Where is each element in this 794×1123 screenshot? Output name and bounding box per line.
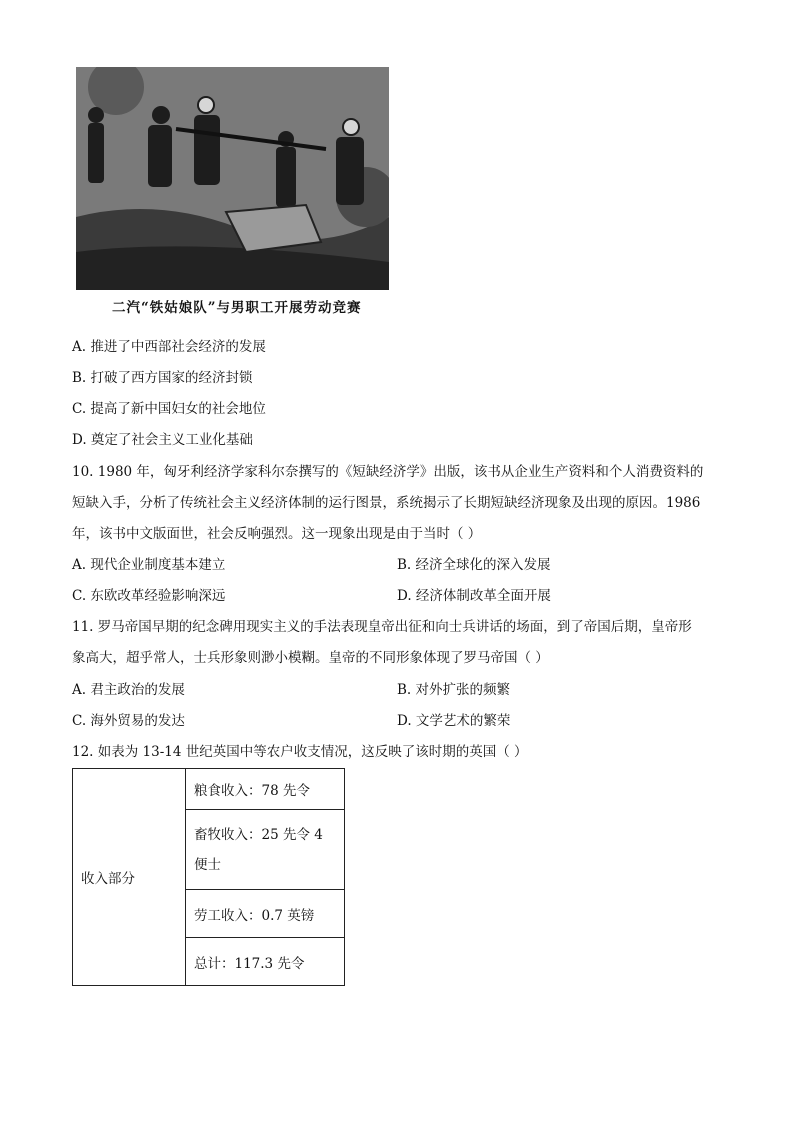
q11-stem-line-1: 11. 罗马帝国早期的纪念碑用现实主义的手法表现皇帝出征和向士兵讲话的场面，到了帝国后期，皇帝形 [72,619,692,635]
livestock-income-line-2: 便士 [194,856,221,873]
livestock-income-cell [186,810,345,890]
labor-income-cell: 劳工收入：0.7 英镑 [186,890,345,938]
q11-option-b: B. 对外扩张的频繁 [397,682,511,698]
q10-stem-line-2: 短缺入手，分析了传统社会主义经济体制的运行图景，系统揭示了长期短缺经济现象及出现的原因。1986 [72,495,701,511]
income-section-label: 收入部分 [73,769,186,986]
q9-option-d: D. 奠定了社会主义工业化基础 [72,432,253,448]
income-table [72,768,345,986]
total-income-cell: 总计：117.3 先令 [186,938,345,986]
q10-option-c: C. 东欧改革经验影响深远 [72,588,226,604]
livestock-income-line-1: 畜牧收入：25 先令 4 [194,826,323,843]
figure-caption: 二汽“铁姑娘队”与男职工开展劳动竞赛 [112,300,362,316]
q11-option-d: D. 文学艺术的繁荣 [397,713,511,729]
q11-stem-line-2: 象高大，超乎常人，士兵形象则渺小模糊。皇帝的不同形象体现了罗马帝国（ ） [72,650,549,666]
q10-option-b: B. 经济全球化的深入发展 [397,557,551,573]
q10-option-a: A. 现代企业制度基本建立 [72,557,226,573]
q9-option-a: A. 推进了中西部社会经济的发展 [72,339,266,355]
q12-stem: 12. 如表为 13-14 世纪英国中等农户收支情况，这反映了该时期的英国（ ） [72,744,528,760]
q10-stem-line-1: 10. 1980 年，匈牙利经济学家科尔奈撰写的《短缺经济学》出版，该书从企业生产资料和个人消费资料的 [72,464,704,480]
laborers-photo-illustration [76,67,389,290]
q10-option-d: D. 经济体制改革全面开展 [397,588,551,604]
q11-option-a: A. 君主政治的发展 [72,682,185,698]
q10-stem-line-3: 年，该书中文版面世，社会反响强烈。这一现象出现是由于当时（ ） [72,526,482,542]
q11-option-c: C. 海外贸易的发达 [72,713,185,729]
q9-option-b: B. 打破了西方国家的经济封锁 [72,370,253,386]
table-row [73,769,345,810]
figure-photo [76,67,389,290]
grain-income-cell: 粮食收入：78 先令 [186,769,345,810]
q9-option-c: C. 提高了新中国妇女的社会地位 [72,401,266,417]
